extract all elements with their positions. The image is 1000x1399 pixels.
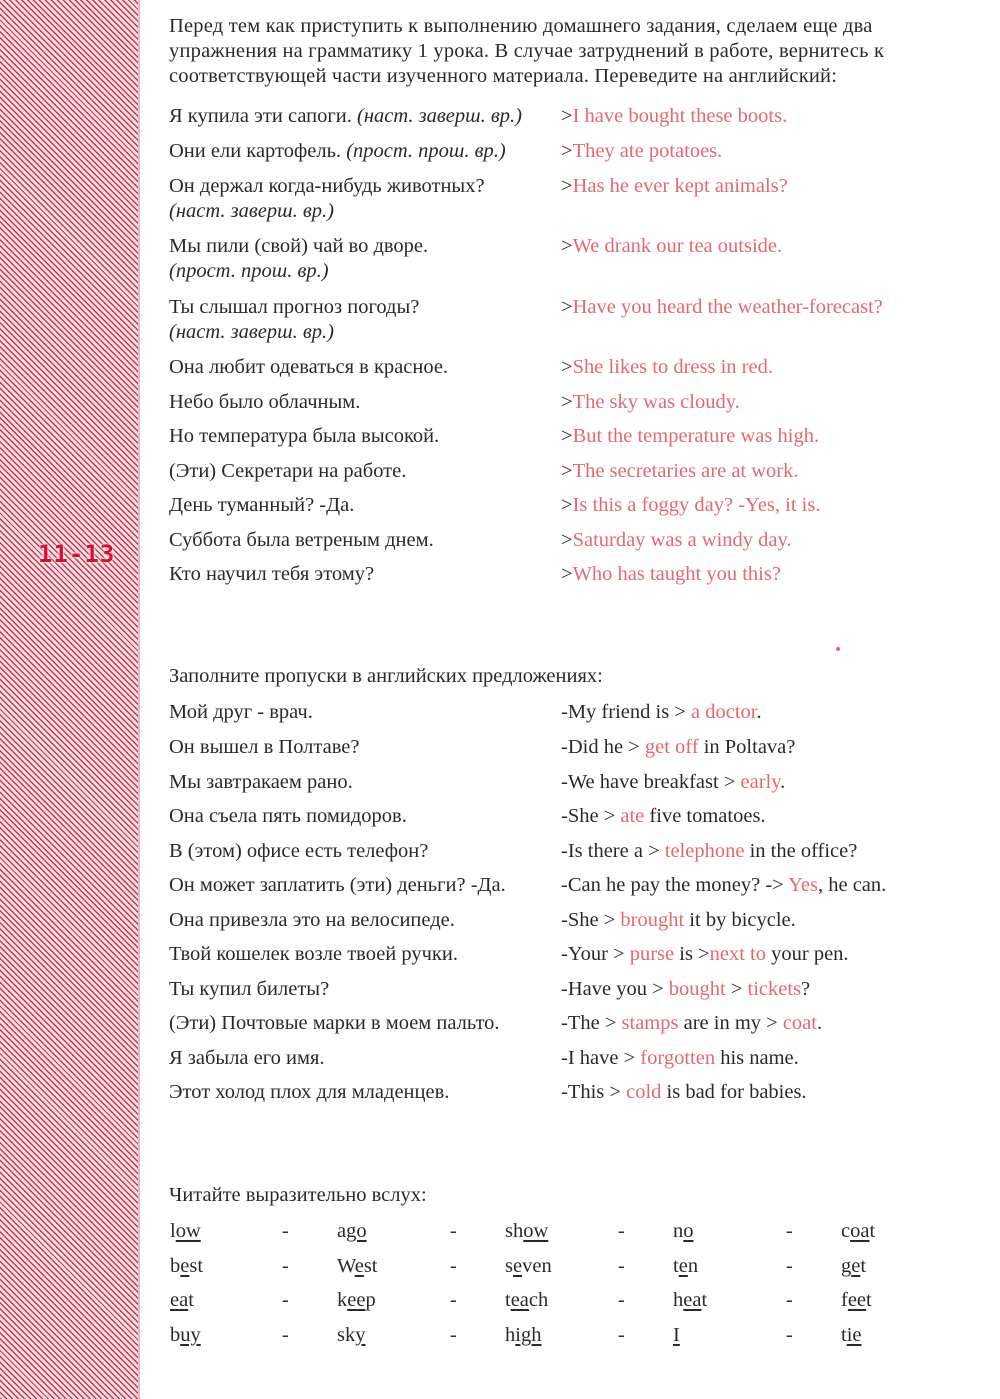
filled-word: early <box>740 771 781 793</box>
reading-word <box>505 1324 541 1347</box>
answer-text: We drank our tea outside. <box>572 235 783 257</box>
reading-word <box>505 1255 552 1278</box>
underlined-sound: ee <box>847 1289 867 1311</box>
underlined-sound: e <box>354 1255 364 1277</box>
sentence-part: -The > <box>561 1012 622 1034</box>
russian-sentence: Она съела пять помидоров. <box>169 805 407 827</box>
separator-dash: - <box>786 1255 793 1277</box>
russian-sentence <box>169 390 360 415</box>
sentence-part: . <box>780 771 786 793</box>
sentence-part: is bad for babies. <box>661 1081 807 1103</box>
sentence-part: . <box>756 701 762 723</box>
word-part: t <box>866 1289 872 1311</box>
english-answer <box>561 390 740 415</box>
word-part: s <box>505 1255 513 1277</box>
separator-dash: - <box>618 1255 625 1277</box>
word-part: n <box>673 1220 684 1242</box>
english-sentence <box>561 1046 799 1071</box>
word-part: t <box>841 1324 847 1346</box>
underlined-sound: ie <box>846 1324 862 1346</box>
russian-sentence <box>169 174 485 222</box>
answer-text: I have bought these boots. <box>572 105 788 127</box>
russian-text: Ты слышал прогноз погоды? <box>169 296 420 318</box>
word-part: t <box>860 1255 867 1277</box>
reading-word <box>673 1220 694 1243</box>
reading-word <box>673 1324 680 1347</box>
arrow-mark: > <box>561 105 573 127</box>
russian-sentence: В (этом) офисе есть телефон? <box>169 840 429 862</box>
filled-word: get off <box>644 736 699 758</box>
answer-text: Who has taught you this? <box>572 563 781 585</box>
sentence-part: his name. <box>715 1047 799 1069</box>
reading-word <box>841 1255 866 1278</box>
english-answer <box>561 104 787 129</box>
sentence-part: are in my > <box>678 1012 783 1034</box>
tense-note: (наст. заверш. вр.) <box>357 105 522 127</box>
tense-note: (прост. прош. вр.) <box>346 140 506 162</box>
separator-dash: - <box>618 1324 625 1346</box>
sentence-part: five tomatoes. <box>644 805 766 827</box>
filled-word: stamps <box>621 1012 679 1034</box>
russian-sentence <box>169 104 522 129</box>
filled-word: next to <box>709 943 766 965</box>
word-part: h <box>673 1289 684 1311</box>
russian-sentence <box>169 234 429 282</box>
intro-text: Перед тем как приступить к выполнению домашнего задания, сделаем еще два упражнения на грамматику 1 урока. В случае затруднений в работе, вернитесь к соответствующей части изученного материала. Переведите на английский: <box>169 15 885 87</box>
underlined-sound: e <box>180 1255 190 1277</box>
arrow-mark: > <box>561 529 573 551</box>
sentence-part: -She > <box>561 805 621 827</box>
english-answer <box>561 355 773 380</box>
arrow-mark: > <box>561 356 573 378</box>
russian-text: Но температура была высокой. <box>169 425 440 447</box>
russian-sentence <box>169 493 354 518</box>
english-answer <box>561 295 883 320</box>
filled-word: cold <box>626 1081 662 1103</box>
word-part: ch <box>528 1289 549 1311</box>
russian-text: Она любит одеваться в красное. <box>169 356 449 378</box>
filled-word: brought <box>620 909 685 931</box>
reading-word <box>673 1289 707 1312</box>
english-sentence <box>561 839 857 864</box>
arrow-mark: > <box>561 175 573 197</box>
reading-word <box>841 1289 872 1312</box>
russian-sentence <box>169 459 406 484</box>
word-part: c <box>841 1220 851 1242</box>
sentence-part: -Is there a > <box>561 840 665 862</box>
arrow-mark: > <box>561 391 573 413</box>
decorative-stripe <box>0 0 140 1399</box>
russian-sentence: Я забыла его имя. <box>169 1047 325 1069</box>
sentence-part: -Did he > <box>561 736 645 758</box>
sentence-part: -My friend is > <box>561 701 691 723</box>
arrow-mark: > <box>561 296 573 318</box>
separator-dash: - <box>450 1255 457 1277</box>
sentence-part: , he can. <box>817 874 887 896</box>
english-answer <box>561 139 722 164</box>
reading-word <box>337 1220 367 1243</box>
word-part: l <box>170 1220 176 1242</box>
russian-sentence: Мой друг - врач. <box>169 701 313 723</box>
reading-word <box>337 1255 378 1278</box>
answer-text: They ate potatoes. <box>572 140 723 162</box>
sentence-part: -She > <box>561 909 621 931</box>
english-answer <box>561 174 788 199</box>
russian-text: Небо было облачным. <box>169 391 361 413</box>
underlined-sound: uy <box>180 1324 201 1346</box>
filled-word: forgotten <box>640 1047 716 1069</box>
word-part: b <box>170 1324 181 1346</box>
reading-word <box>170 1289 194 1312</box>
russian-text: День туманный? -Да. <box>169 494 355 516</box>
word-part: k <box>337 1289 348 1311</box>
separator-dash: - <box>786 1324 793 1346</box>
separator-dash: - <box>450 1289 457 1311</box>
filled-word: ate <box>620 805 645 827</box>
english-answer <box>561 459 799 484</box>
word-part: a <box>337 1220 347 1242</box>
sentence-part: -I have > <box>561 1047 641 1069</box>
sentence-part: in Poltava? <box>698 736 796 758</box>
answer-text: Saturday was a windy day. <box>572 529 792 551</box>
english-sentence <box>561 804 766 829</box>
underlined-sound: ow <box>175 1220 201 1242</box>
tense-note: (прост. прош. вр.) <box>169 260 329 282</box>
underlined-sound: ea <box>170 1289 189 1311</box>
russian-text: Он держал когда-нибудь животных? <box>169 175 485 197</box>
russian-sentence: Мы завтракаем рано. <box>169 771 353 793</box>
underlined-sound: e <box>512 1255 523 1277</box>
russian-text: Кто научил тебя этому? <box>169 563 375 585</box>
word-part: t <box>869 1220 876 1242</box>
underlined-sound: ee <box>347 1289 366 1311</box>
russian-sentence <box>169 424 439 449</box>
separator-dash: - <box>618 1289 625 1311</box>
sentence-part: it by bicycle. <box>684 909 796 931</box>
answer-text: Have you heard the weather-forecast? <box>572 296 883 318</box>
underlined-sound: e <box>851 1255 861 1277</box>
underlined-sound: oa <box>850 1220 870 1242</box>
arrow-mark: > <box>561 494 573 516</box>
english-sentence <box>561 977 810 1002</box>
russian-sentence <box>169 139 506 164</box>
underlined-sound: e <box>678 1255 688 1277</box>
russian-sentence: (Эти) Почтовые марки в моем пальто. <box>169 1012 500 1034</box>
russian-sentence: Ты купил билеты? <box>169 978 330 1000</box>
word-part: t <box>701 1289 708 1311</box>
underlined-sound: ea <box>683 1289 702 1311</box>
english-answer <box>561 424 819 449</box>
word-part: p <box>365 1289 376 1311</box>
english-sentence <box>561 700 762 725</box>
reading-word <box>337 1324 365 1347</box>
sentence-part: -Your > <box>561 943 630 965</box>
word-part: W <box>337 1255 355 1277</box>
reading-word <box>505 1220 548 1243</box>
underlined-sound: ea <box>510 1289 529 1311</box>
separator-dash: - <box>786 1289 793 1311</box>
separator-dash: - <box>282 1289 289 1311</box>
english-answer <box>561 528 792 553</box>
reading-word <box>170 1220 201 1243</box>
stray-mark <box>836 647 840 651</box>
filled-word: Yes <box>788 874 818 896</box>
word-part: t <box>673 1255 679 1277</box>
underlined-sound: y <box>355 1324 366 1346</box>
separator-dash: - <box>786 1220 793 1242</box>
word-part: sh <box>505 1220 524 1242</box>
filled-word: bought <box>668 978 726 1000</box>
russian-text: Суббота была ветреным днем. <box>169 529 434 551</box>
tense-note: (наст. заверш. вр.) <box>169 200 334 222</box>
underlined-sound: o <box>683 1220 694 1242</box>
sentence-part: -Have you > <box>561 978 669 1000</box>
arrow-mark: > <box>561 140 573 162</box>
separator-dash: - <box>282 1324 289 1346</box>
sentence-part: -This > <box>561 1081 627 1103</box>
word-part: sk <box>337 1324 356 1346</box>
separator-dash: - <box>450 1324 457 1346</box>
word-part: n <box>687 1255 699 1277</box>
sentence-part: -Can he pay the money? -> <box>561 874 789 896</box>
russian-sentence: Он вышел в Полтаве? <box>169 736 360 758</box>
arrow-mark: > <box>561 460 573 482</box>
stripe-edge <box>138 0 140 1399</box>
separator-dash: - <box>282 1255 289 1277</box>
reading-word <box>841 1324 862 1347</box>
english-sentence <box>561 735 795 760</box>
word-part: t <box>505 1289 511 1311</box>
word-part: t <box>188 1289 194 1311</box>
russian-sentence <box>169 295 420 343</box>
reading-word <box>505 1289 548 1312</box>
filled-word: coat <box>782 1012 817 1034</box>
separator-dash: - <box>450 1220 457 1242</box>
answer-text: But the temperature was high. <box>572 425 820 447</box>
arrow-mark: > <box>561 235 573 257</box>
russian-sentence <box>169 355 448 380</box>
english-sentence <box>561 908 796 933</box>
english-answer <box>561 234 782 259</box>
answer-text: The sky was cloudy. <box>572 391 740 413</box>
english-sentence <box>561 942 849 967</box>
underlined-sound: go <box>346 1220 367 1242</box>
reading-word <box>170 1324 201 1347</box>
russian-sentence: Этот холод плох для младенцев. <box>169 1081 450 1103</box>
word-part: st <box>189 1255 204 1277</box>
underlined-sound: ow <box>523 1220 549 1242</box>
answer-text: Is this a foggy day? -Yes, it is. <box>572 494 821 516</box>
arrow-mark: > <box>561 563 573 585</box>
word-part: h <box>505 1324 516 1346</box>
lesson-number: 11-13 <box>38 540 116 568</box>
russian-sentence: Он может заплатить (эти) деньги? -Да. <box>169 874 506 896</box>
english-sentence <box>561 770 785 795</box>
word-part: g <box>841 1255 852 1277</box>
filled-word: a doctor <box>691 701 757 723</box>
russian-sentence: Твой кошелек возле твоей ручки. <box>169 943 458 965</box>
sentence-part: > <box>725 978 748 1000</box>
sentence-part: is > <box>674 943 710 965</box>
english-answer <box>561 562 781 587</box>
english-answer <box>561 493 820 518</box>
english-sentence <box>561 1080 807 1105</box>
russian-sentence: Она привезла это на велосипеде. <box>169 909 455 931</box>
sentence-part: your pen. <box>766 943 849 965</box>
russian-text: Мы пили (свой) чай во дворе. <box>169 235 429 257</box>
english-sentence <box>561 873 886 898</box>
answer-text: Has he ever kept animals? <box>572 175 788 197</box>
russian-text: (Эти) Секретари на работе. <box>169 460 407 482</box>
filled-word: telephone <box>664 840 745 862</box>
answer-text: She likes to dress in red. <box>572 356 773 378</box>
tense-note: (наст. заверш. вр.) <box>169 321 334 343</box>
exercise2-title: Заполните пропуски в английских предложениях: <box>169 665 603 687</box>
separator-dash: - <box>282 1220 289 1242</box>
arrow-mark: > <box>561 425 573 447</box>
word-part: ven <box>522 1255 552 1277</box>
sentence-part: in the office? <box>744 840 858 862</box>
exercise3-title: Читайте выразительно вслух: <box>169 1184 427 1206</box>
underlined-sound: igh <box>515 1324 542 1346</box>
underlined-sound: I <box>673 1324 680 1346</box>
sentence-part: -We have breakfast > <box>561 771 741 793</box>
russian-sentence <box>169 562 374 587</box>
reading-word <box>673 1255 698 1278</box>
word-part: f <box>841 1289 848 1311</box>
reading-word <box>841 1220 875 1243</box>
reading-word <box>337 1289 376 1312</box>
reading-word <box>170 1255 203 1278</box>
russian-text: Я купила эти сапоги. <box>169 105 352 127</box>
english-sentence <box>561 1011 822 1036</box>
word-part: b <box>170 1255 181 1277</box>
separator-dash: - <box>618 1220 625 1242</box>
word-part: st <box>363 1255 378 1277</box>
sentence-part: . <box>816 1012 823 1034</box>
filled-word: purse <box>629 943 675 965</box>
russian-text: Они ели картофель. <box>169 140 342 162</box>
sentence-part: ? <box>801 978 811 1000</box>
answer-text: The secretaries are at work. <box>572 460 799 482</box>
filled-word: tickets <box>747 978 802 1000</box>
russian-sentence <box>169 528 434 553</box>
